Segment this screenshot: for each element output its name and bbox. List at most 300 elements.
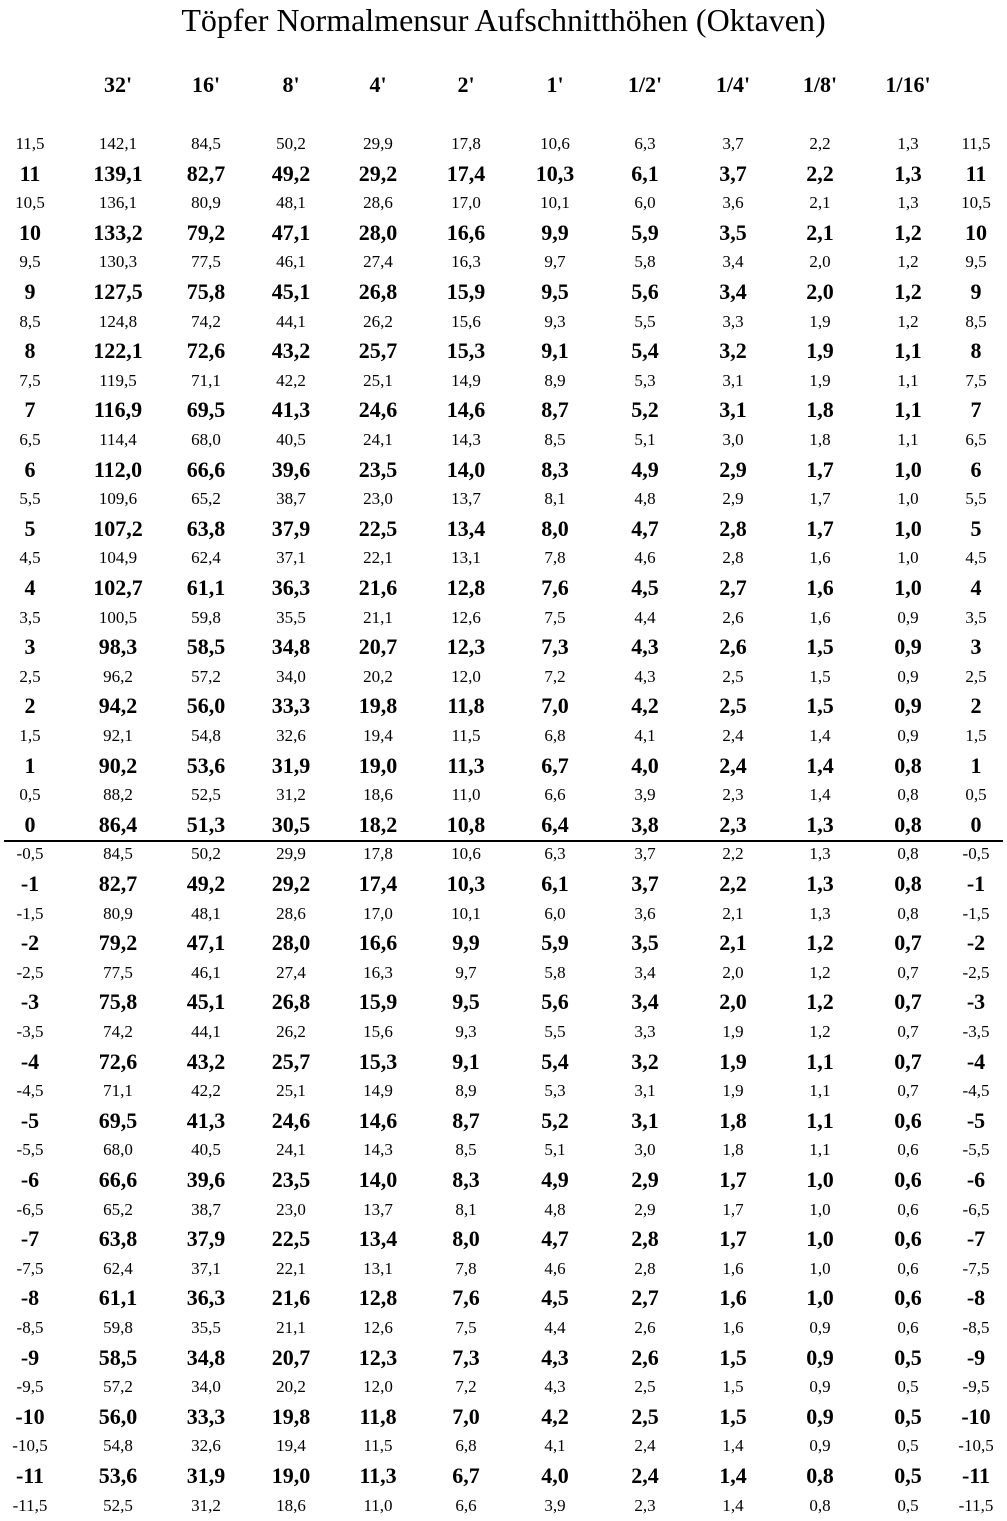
table-cell: 3,1 xyxy=(722,371,744,390)
row-label-right: 1,5 xyxy=(965,726,987,745)
table-cell: 1,4 xyxy=(722,1436,744,1455)
table-cell: 1,0 xyxy=(897,489,919,508)
table-cell: 1,6 xyxy=(809,548,831,567)
table-cell: 19,8 xyxy=(271,1404,311,1429)
table-row xyxy=(0,1491,1007,1521)
row-label-right: 4 xyxy=(970,575,982,600)
table-cell: 63,8 xyxy=(98,1226,138,1251)
table-cell: 127,5 xyxy=(93,279,143,304)
table-cell: 20,2 xyxy=(363,667,393,686)
row-label-left: -10,5 xyxy=(12,1436,48,1455)
table-cell: 90,2 xyxy=(98,753,138,778)
table-cell: 1,0 xyxy=(806,1285,834,1310)
row-label-right: 6,5 xyxy=(965,430,987,449)
table-cell: 3,9 xyxy=(634,785,656,804)
table-cell: 8,1 xyxy=(544,489,566,508)
row-label-right: 4,5 xyxy=(965,548,987,567)
table-cell: 16,3 xyxy=(363,963,393,982)
table-cell: 37,1 xyxy=(191,1259,221,1278)
row-label-left: 7,5 xyxy=(19,371,41,390)
row-label-left: -7,5 xyxy=(16,1259,44,1278)
row-label-right: -4,5 xyxy=(962,1081,990,1100)
table-cell: 3,8 xyxy=(631,812,659,837)
table-cell: 34,8 xyxy=(186,1345,226,1370)
table-cell: 17,4 xyxy=(358,871,398,896)
column-header: 16' xyxy=(191,72,221,97)
table-cell: 52,5 xyxy=(191,785,221,804)
row-label-right: 7,5 xyxy=(965,371,987,390)
table-cell: 1,2 xyxy=(809,1022,831,1041)
table-cell: 102,7 xyxy=(93,575,143,600)
table-cell: 0,9 xyxy=(809,1377,831,1396)
row-label-left: -5 xyxy=(20,1108,40,1133)
row-label-right: 6 xyxy=(970,457,982,482)
table-cell: 2,1 xyxy=(719,930,747,955)
table-cell: 23,0 xyxy=(276,1200,306,1219)
table-row xyxy=(0,218,1007,248)
table-cell: 22,1 xyxy=(363,548,393,567)
table-cell: 16,6 xyxy=(446,220,486,245)
table-cell: 5,8 xyxy=(544,963,566,982)
row-label-left: 1,5 xyxy=(19,726,41,745)
table-cell: 4,7 xyxy=(631,516,659,541)
table-cell: 1,0 xyxy=(894,457,922,482)
table-cell: 34,8 xyxy=(271,634,311,659)
row-label-right: -5 xyxy=(966,1108,986,1133)
table-cell: 5,1 xyxy=(544,1140,566,1159)
table-cell: 10,6 xyxy=(451,844,481,863)
table-cell: 1,1 xyxy=(894,338,922,363)
table-cell: 1,3 xyxy=(897,134,919,153)
row-label-right: -11 xyxy=(961,1463,991,1488)
table-cell: 7,2 xyxy=(455,1377,477,1396)
table-cell: 6,6 xyxy=(455,1496,477,1515)
table-cell: 27,4 xyxy=(276,963,306,982)
table-cell: 49,2 xyxy=(186,871,226,896)
table-cell: 20,2 xyxy=(276,1377,306,1396)
table-row xyxy=(0,691,1007,721)
table-cell: 65,2 xyxy=(191,489,221,508)
table-row xyxy=(0,1076,1007,1106)
table-cell: 9,3 xyxy=(455,1022,477,1041)
table-cell: 4,2 xyxy=(541,1404,569,1429)
table-cell: 16,6 xyxy=(358,930,398,955)
zero-divider-line xyxy=(4,840,1003,842)
table-cell: 13,4 xyxy=(358,1226,398,1251)
table-cell: 3,2 xyxy=(719,338,747,363)
table-cell: 33,3 xyxy=(186,1404,226,1429)
table-row xyxy=(0,869,1007,899)
row-label-right: -5,5 xyxy=(962,1140,990,1159)
table-cell: 1,6 xyxy=(722,1259,744,1278)
row-label-left: -6,5 xyxy=(16,1200,44,1219)
table-cell: 3,4 xyxy=(631,989,659,1014)
table-cell: 0,9 xyxy=(894,634,922,659)
table-row xyxy=(0,1431,1007,1461)
table-cell: 0,6 xyxy=(894,1285,922,1310)
table-cell: 1,2 xyxy=(894,220,922,245)
table-cell: 4,0 xyxy=(541,1463,569,1488)
table-cell: 9,3 xyxy=(544,312,566,331)
table-cell: 3,7 xyxy=(719,161,747,186)
table-cell: 80,9 xyxy=(103,904,133,923)
table-cell: 6,7 xyxy=(452,1463,480,1488)
table-cell: 30,5 xyxy=(271,812,311,837)
row-label-left: 10,5 xyxy=(15,193,45,212)
table-cell: 1,3 xyxy=(897,193,919,212)
table-cell: 100,5 xyxy=(98,608,138,627)
row-label-left: -1 xyxy=(20,871,40,896)
table-cell: 57,2 xyxy=(103,1377,133,1396)
table-cell: 1,4 xyxy=(806,753,834,778)
row-label-left: 4,5 xyxy=(19,548,41,567)
table-cell: 2,8 xyxy=(719,516,747,541)
table-cell: 7,3 xyxy=(541,634,569,659)
table-cell: 35,5 xyxy=(191,1318,221,1337)
table-cell: 3,2 xyxy=(631,1049,659,1074)
table-cell: 8,5 xyxy=(544,430,566,449)
table-cell: 12,0 xyxy=(451,667,481,686)
table-cell: 1,7 xyxy=(719,1226,747,1251)
table-cell: 36,3 xyxy=(186,1285,226,1310)
table-cell: 59,8 xyxy=(103,1318,133,1337)
table-cell: 0,7 xyxy=(894,989,922,1014)
table-cell: 0,8 xyxy=(809,1496,831,1515)
table-cell: 24,6 xyxy=(358,397,398,422)
table-cell: 15,9 xyxy=(446,279,486,304)
table-cell: 31,2 xyxy=(191,1496,221,1515)
table-row xyxy=(0,277,1007,307)
table-row xyxy=(0,928,1007,958)
table-cell: 1,0 xyxy=(806,1167,834,1192)
table-cell: 1,7 xyxy=(806,516,834,541)
table-cell: 22,5 xyxy=(358,516,398,541)
table-cell: 12,3 xyxy=(358,1345,398,1370)
table-cell: 136,1 xyxy=(98,193,138,212)
table-cell: 1,0 xyxy=(809,1259,831,1278)
table-cell: 32,6 xyxy=(276,726,306,745)
table-cell: 8,7 xyxy=(541,397,569,422)
row-label-right: -3 xyxy=(966,989,986,1014)
table-row xyxy=(0,366,1007,396)
table-row xyxy=(0,514,1007,544)
table-cell: 0,5 xyxy=(894,1404,922,1429)
table-cell: 45,1 xyxy=(186,989,226,1014)
table-cell: 42,2 xyxy=(191,1081,221,1100)
table-cell: 0,6 xyxy=(897,1200,919,1219)
table-cell: 12,0 xyxy=(363,1377,393,1396)
table-cell: 5,9 xyxy=(541,930,569,955)
table-cell: 7,5 xyxy=(455,1318,477,1337)
table-cell: 58,5 xyxy=(98,1345,138,1370)
table-cell: 54,8 xyxy=(103,1436,133,1455)
table-cell: 26,2 xyxy=(363,312,393,331)
table-cell: 112,0 xyxy=(93,457,143,482)
table-cell: 48,1 xyxy=(191,904,221,923)
table-cell: 28,6 xyxy=(276,904,306,923)
table-cell: 47,1 xyxy=(271,220,311,245)
table-cell: 77,5 xyxy=(191,252,221,271)
row-label-right: 10 xyxy=(965,220,987,245)
row-label-right: -1,5 xyxy=(962,904,990,923)
table-cell: 3,1 xyxy=(719,397,747,422)
table-row xyxy=(0,336,1007,366)
row-label-left: -9,5 xyxy=(16,1377,44,1396)
table-cell: 0,9 xyxy=(897,667,919,686)
row-label-left: 7 xyxy=(24,397,36,422)
row-label-right: -6 xyxy=(966,1167,986,1192)
table-cell: 0,9 xyxy=(806,1345,834,1370)
table-cell: 75,8 xyxy=(98,989,138,1014)
table-row xyxy=(0,129,1007,159)
table-cell: 1,5 xyxy=(806,634,834,659)
table-cell: 1,9 xyxy=(809,371,831,390)
table-cell: 133,2 xyxy=(93,220,143,245)
table-cell: 15,3 xyxy=(446,338,486,363)
table-cell: 4,7 xyxy=(541,1226,569,1251)
table-cell: 5,3 xyxy=(634,371,656,390)
column-header: 1/2' xyxy=(627,72,663,97)
table-cell: 82,7 xyxy=(98,871,138,896)
table-cell: 2,4 xyxy=(722,726,744,745)
table-cell: 28,6 xyxy=(363,193,393,212)
row-label-right: 3 xyxy=(970,634,982,659)
table-cell: 1,9 xyxy=(806,338,834,363)
table-cell: 6,6 xyxy=(544,785,566,804)
table-cell: 50,2 xyxy=(276,134,306,153)
table-cell: 10,1 xyxy=(451,904,481,923)
row-label-left: 3,5 xyxy=(19,608,41,627)
table-cell: 14,0 xyxy=(446,457,486,482)
table-cell: 13,1 xyxy=(451,548,481,567)
row-label-right: -4 xyxy=(966,1049,986,1074)
row-label-left: -1,5 xyxy=(16,904,44,923)
table-cell: 48,1 xyxy=(276,193,306,212)
table-cell: 44,1 xyxy=(276,312,306,331)
table-cell: 0,9 xyxy=(809,1436,831,1455)
table-cell: 0,9 xyxy=(894,693,922,718)
table-cell: 4,8 xyxy=(544,1200,566,1219)
table-cell: 23,5 xyxy=(271,1167,311,1192)
table-cell: 40,5 xyxy=(276,430,306,449)
table-cell: 17,4 xyxy=(446,161,486,186)
column-header: 1' xyxy=(546,72,564,97)
table-cell: 0,8 xyxy=(894,753,922,778)
table-cell: 5,6 xyxy=(631,279,659,304)
table-cell: 2,4 xyxy=(634,1436,656,1455)
table-cell: 8,7 xyxy=(452,1108,480,1133)
table-cell: 1,6 xyxy=(719,1285,747,1310)
table-cell: 56,0 xyxy=(186,693,226,718)
table-cell: 0,5 xyxy=(894,1463,922,1488)
table-cell: 6,0 xyxy=(544,904,566,923)
column-header: 4' xyxy=(369,72,387,97)
table-cell: 8,9 xyxy=(544,371,566,390)
row-label-right: -3,5 xyxy=(962,1022,990,1041)
table-cell: 56,0 xyxy=(98,1404,138,1429)
table-cell: 1,7 xyxy=(809,489,831,508)
table-cell: 23,5 xyxy=(358,457,398,482)
table-cell: 2,3 xyxy=(634,1496,656,1515)
table-cell: 130,3 xyxy=(98,252,138,271)
table-cell: 0,7 xyxy=(897,963,919,982)
table-cell: 14,3 xyxy=(363,1140,393,1159)
table-cell: 14,6 xyxy=(446,397,486,422)
table-cell: 7,8 xyxy=(544,548,566,567)
table-cell: 79,2 xyxy=(98,930,138,955)
table-cell: 24,6 xyxy=(271,1108,311,1133)
row-label-left: 11 xyxy=(19,161,41,186)
table-cell: 16,3 xyxy=(451,252,481,271)
table-cell: 2,2 xyxy=(722,844,744,863)
table-cell: 1,4 xyxy=(719,1463,747,1488)
table-cell: 26,8 xyxy=(358,279,398,304)
table-cell: 31,2 xyxy=(276,785,306,804)
row-label-left: -3 xyxy=(20,989,40,1014)
table-cell: 39,6 xyxy=(271,457,311,482)
row-label-right: 2 xyxy=(970,693,982,718)
table-cell: 80,9 xyxy=(191,193,221,212)
table-cell: 1,0 xyxy=(894,575,922,600)
table-cell: 17,0 xyxy=(363,904,393,923)
table-row xyxy=(0,455,1007,485)
table-cell: 5,9 xyxy=(631,220,659,245)
table-cell: 0,9 xyxy=(806,1404,834,1429)
table-row xyxy=(0,573,1007,603)
table-cell: 7,0 xyxy=(452,1404,480,1429)
row-label-left: 9,5 xyxy=(19,252,41,271)
table-cell: 3,6 xyxy=(634,904,656,923)
table-cell: 2,5 xyxy=(722,667,744,686)
table-cell: 36,3 xyxy=(271,575,311,600)
table-cell: 12,6 xyxy=(363,1318,393,1337)
table-cell: 2,6 xyxy=(634,1318,656,1337)
table-cell: 54,8 xyxy=(191,726,221,745)
table-cell: 5,6 xyxy=(541,989,569,1014)
table-cell: 33,3 xyxy=(271,693,311,718)
table-cell: 98,3 xyxy=(98,634,138,659)
table-cell: 38,7 xyxy=(191,1200,221,1219)
table-cell: 12,8 xyxy=(358,1285,398,1310)
table-row xyxy=(0,307,1007,337)
table-cell: 0,6 xyxy=(894,1226,922,1251)
table-cell: 34,0 xyxy=(276,667,306,686)
table-cell: 2,5 xyxy=(634,1377,656,1396)
table-cell: 3,4 xyxy=(722,252,744,271)
table-cell: 7,5 xyxy=(544,608,566,627)
table-cell: 49,2 xyxy=(271,161,311,186)
row-label-left: 8 xyxy=(24,338,36,363)
row-label-right: 2,5 xyxy=(965,667,987,686)
table-cell: 19,4 xyxy=(363,726,393,745)
table-cell: 5,1 xyxy=(634,430,656,449)
row-label-right: -2 xyxy=(966,930,986,955)
table-row xyxy=(0,751,1007,781)
table-cell: 3,7 xyxy=(722,134,744,153)
column-header: 1/4' xyxy=(715,72,751,97)
table-cell: 11,3 xyxy=(447,753,485,778)
table-cell: 4,3 xyxy=(544,1377,566,1396)
table-cell: 1,5 xyxy=(722,1377,744,1396)
row-label-right: -9 xyxy=(966,1345,986,1370)
table-cell: 1,8 xyxy=(719,1108,747,1133)
row-label-right: -11,5 xyxy=(958,1496,994,1515)
table-cell: 2,2 xyxy=(719,871,747,896)
row-label-right: 1 xyxy=(970,753,982,778)
table-row xyxy=(0,603,1007,633)
table-cell: 69,5 xyxy=(186,397,226,422)
table-cell: 3,1 xyxy=(631,1108,659,1133)
table-cell: 66,6 xyxy=(98,1167,138,1192)
table-cell: 41,3 xyxy=(186,1108,226,1133)
table-cell: 1,7 xyxy=(722,1200,744,1219)
table-cell: 1,1 xyxy=(806,1049,834,1074)
table-cell: 8,9 xyxy=(455,1081,477,1100)
table-row xyxy=(0,425,1007,455)
table-cell: 38,7 xyxy=(276,489,306,508)
row-label-left: 3 xyxy=(24,634,36,659)
table-cell: 29,9 xyxy=(363,134,393,153)
table-cell: 8,0 xyxy=(541,516,569,541)
row-label-left: 1 xyxy=(24,753,36,778)
table-cell: 9,9 xyxy=(452,930,480,955)
table-row xyxy=(0,1224,1007,1254)
table-row xyxy=(0,839,1007,869)
table-cell: 74,2 xyxy=(103,1022,133,1041)
table-cell: 72,6 xyxy=(98,1049,138,1074)
row-label-right: 5,5 xyxy=(965,489,987,508)
table-cell: 0,8 xyxy=(897,904,919,923)
table-cell: 19,0 xyxy=(358,753,398,778)
table-cell: 6,0 xyxy=(634,193,656,212)
table-cell: 6,3 xyxy=(634,134,656,153)
table-cell: 43,2 xyxy=(186,1049,226,1074)
row-label-left: 6,5 xyxy=(19,430,41,449)
table-cell: 1,8 xyxy=(809,430,831,449)
table-cell: 1,5 xyxy=(719,1345,747,1370)
table-cell: 0,9 xyxy=(897,608,919,627)
table-cell: 29,2 xyxy=(358,161,398,186)
row-label-left: -7 xyxy=(20,1226,40,1251)
table-cell: 3,3 xyxy=(722,312,744,331)
table-cell: 1,3 xyxy=(809,904,831,923)
row-label-left: -5,5 xyxy=(16,1140,44,1159)
table-row xyxy=(0,1017,1007,1047)
table-cell: 19,4 xyxy=(276,1436,306,1455)
table-cell: 13,1 xyxy=(363,1259,393,1278)
table-cell: 142,1 xyxy=(98,134,138,153)
table-cell: 8,3 xyxy=(452,1167,480,1192)
row-label-right: 11 xyxy=(965,161,987,186)
table-cell: 14,9 xyxy=(451,371,481,390)
row-label-right: -10 xyxy=(961,1404,991,1429)
row-label-right: -7,5 xyxy=(962,1259,990,1278)
table-cell: 17,0 xyxy=(451,193,481,212)
row-label-left: 4 xyxy=(24,575,36,600)
table-cell: 1,4 xyxy=(809,785,831,804)
table-row xyxy=(0,1461,1007,1491)
table-cell: 1,7 xyxy=(719,1167,747,1192)
table-cell: 15,6 xyxy=(451,312,481,331)
table-cell: 96,2 xyxy=(103,667,133,686)
table-row xyxy=(0,810,1007,840)
table-cell: 37,9 xyxy=(271,516,311,541)
table-cell: 6,3 xyxy=(544,844,566,863)
row-label-left: 0 xyxy=(24,812,36,837)
table-cell: 3,5 xyxy=(719,220,747,245)
table-cell: 31,9 xyxy=(186,1463,226,1488)
table-cell: 28,0 xyxy=(271,930,311,955)
